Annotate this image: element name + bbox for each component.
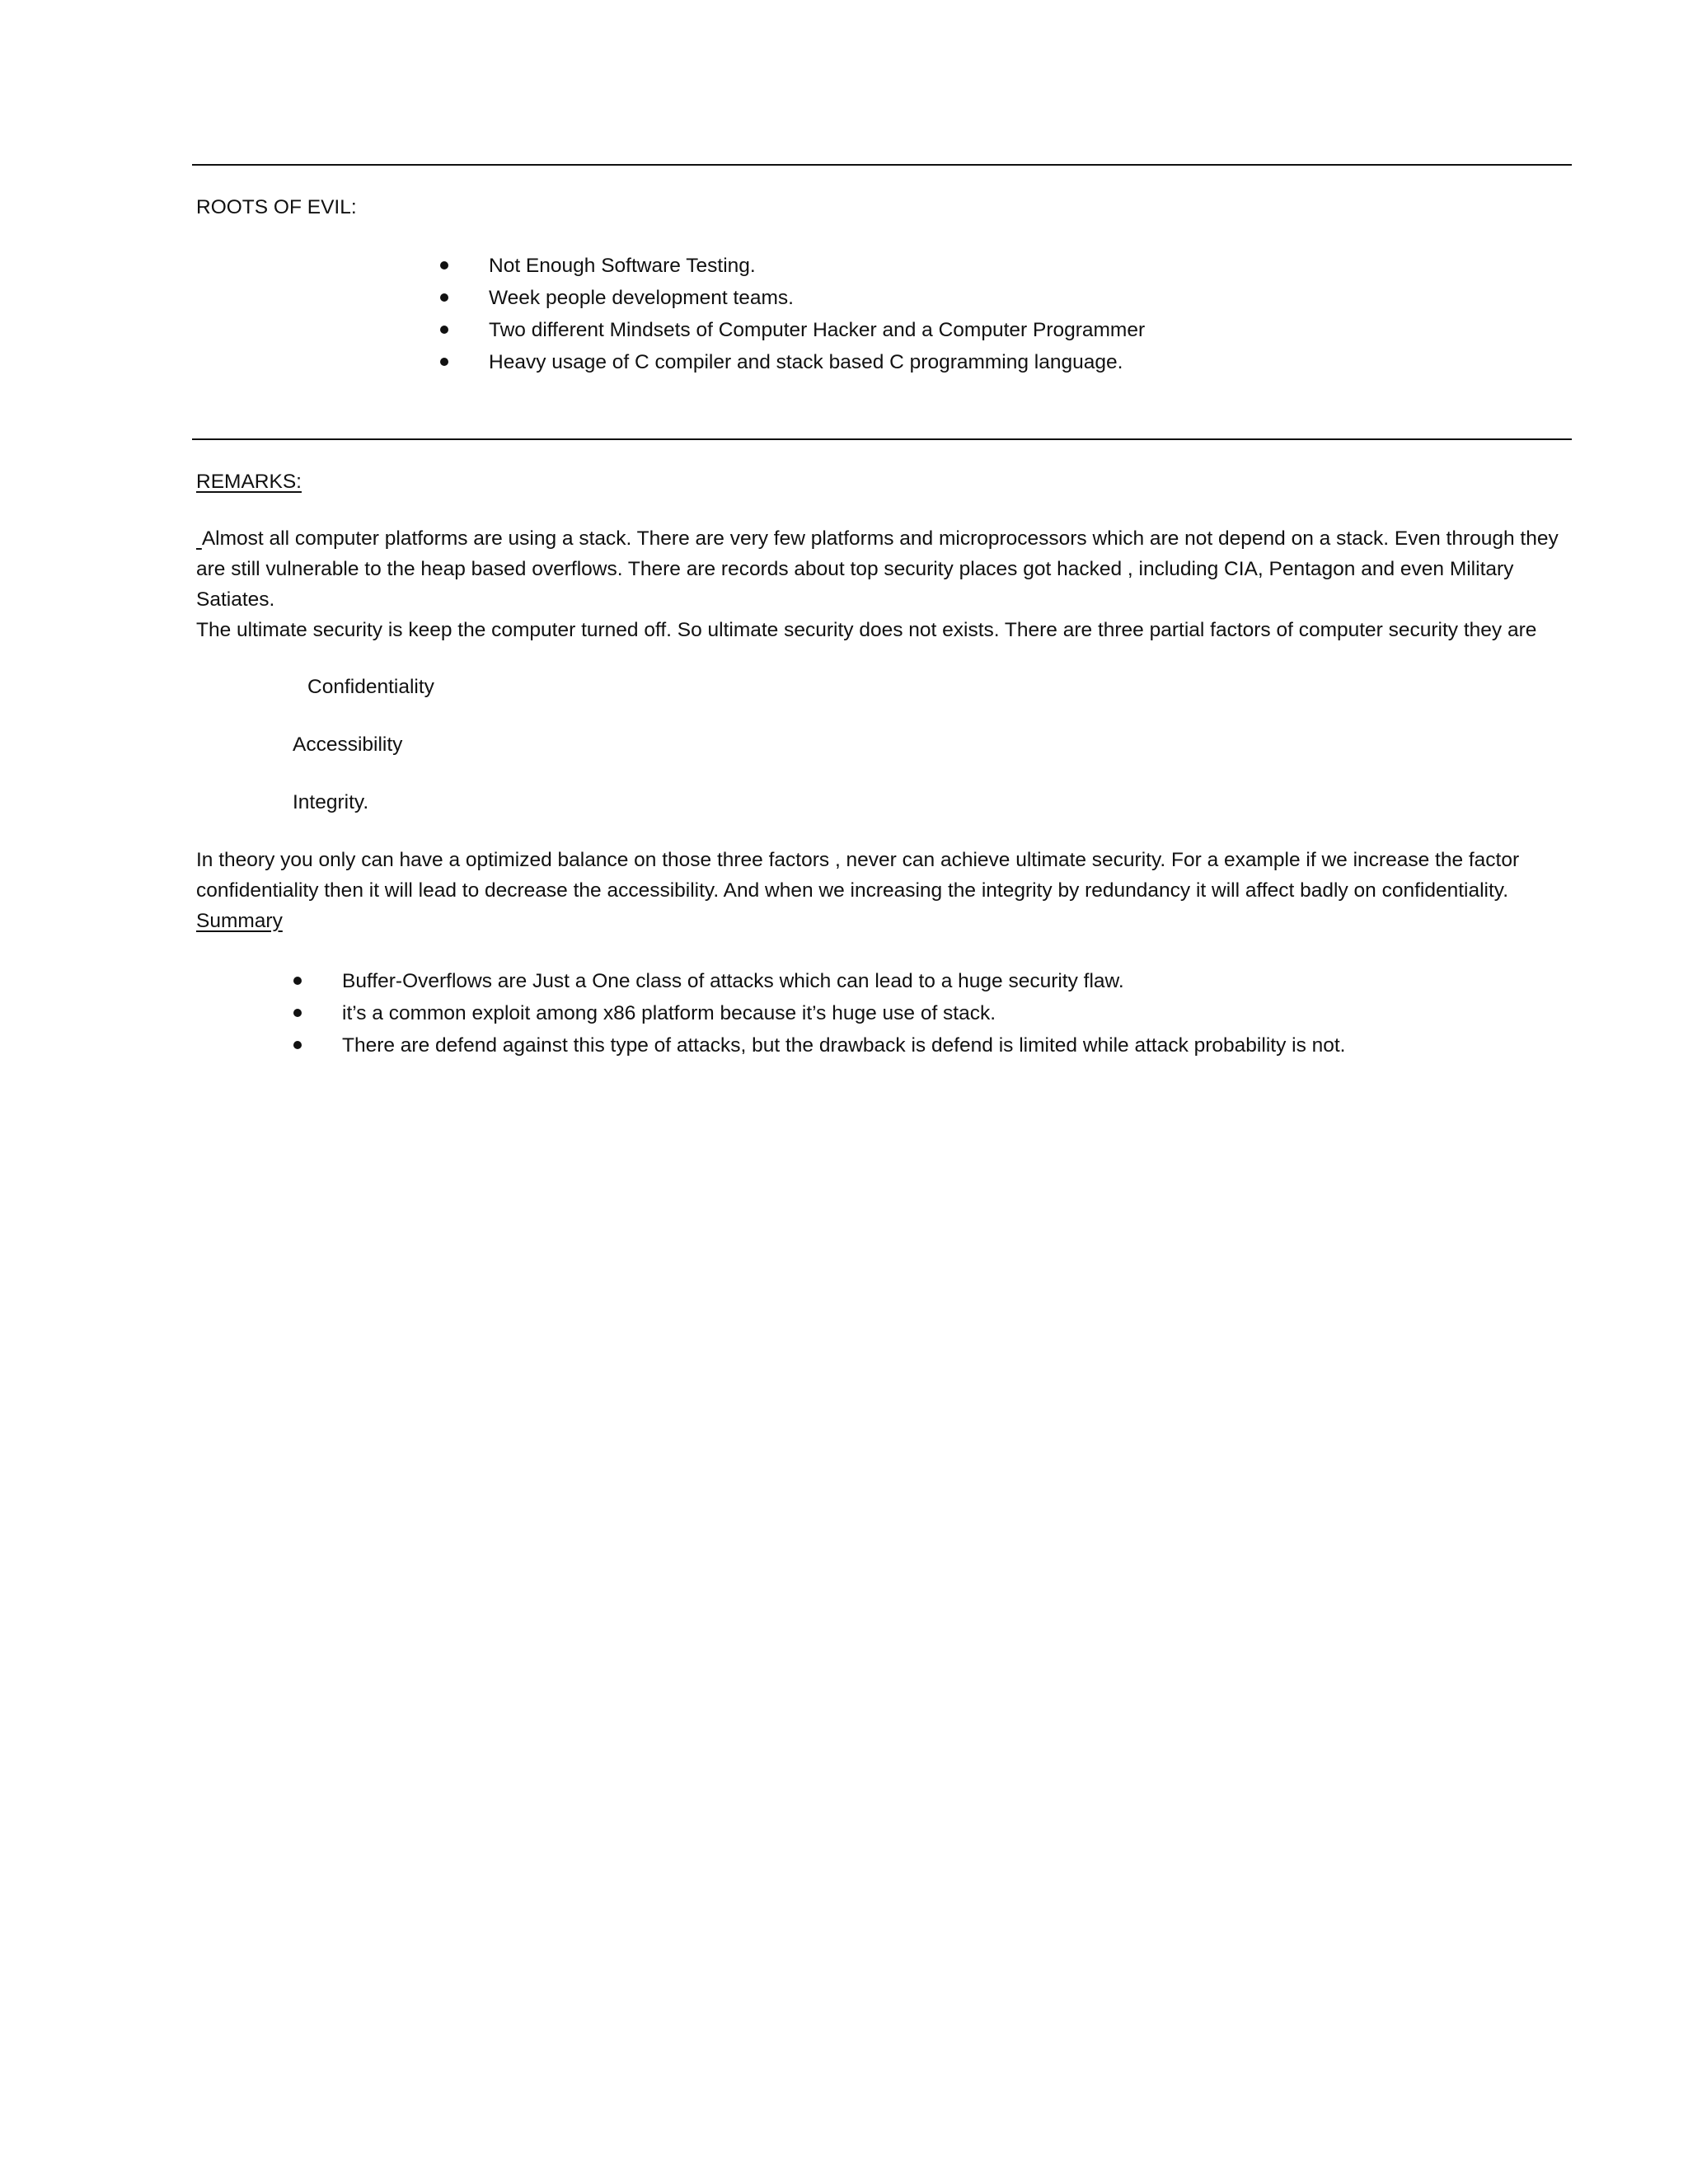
roots-heading: ROOTS OF EVIL: <box>196 196 357 218</box>
middle-divider <box>192 438 1572 440</box>
remarks-paragraph-3: In theory you only can have a optimized balance on those three factors , never can achieve ultimate security. For a example if we increase the factor confidentiality then it will lead to decrease the accessibility. And when we increasing the integrity by redundancy it will affect badly on confidentiality. Summary <box>196 849 1520 932</box>
summary-heading: Summary <box>196 910 283 932</box>
bullet-icon <box>293 1041 302 1049</box>
bullet-icon <box>440 358 448 366</box>
factor-confidentiality: Confidentiality <box>307 676 434 698</box>
factor-integrity: Integrity. <box>293 791 369 813</box>
bullet-icon <box>440 261 448 269</box>
remarks-body <box>196 523 1564 645</box>
factor-accessibility: Accessibility <box>293 733 403 756</box>
bullet-icon <box>440 326 448 334</box>
remarks-heading: REMARKS: <box>196 471 302 493</box>
bullet-icon <box>293 977 302 985</box>
top-divider <box>192 164 1572 166</box>
underline-mark <box>196 527 202 550</box>
bullet-icon <box>440 293 448 302</box>
remarks-paragraph-1: Almost all computer platforms are using a stack. There are very few platforms and microprocessors which are not depend on a stack. Even through they are still vulnerable to the heap based overflows. There are records about top security places got hacked , including CIA, Pentagon and even Military Satiates. <box>196 527 1559 611</box>
remarks-paragraph-2: The ultimate security is keep the computer turned off. So ultimate security does not exists. There are three partial factors of computer security they are <box>196 619 1537 641</box>
bullet-icon <box>293 1009 302 1017</box>
